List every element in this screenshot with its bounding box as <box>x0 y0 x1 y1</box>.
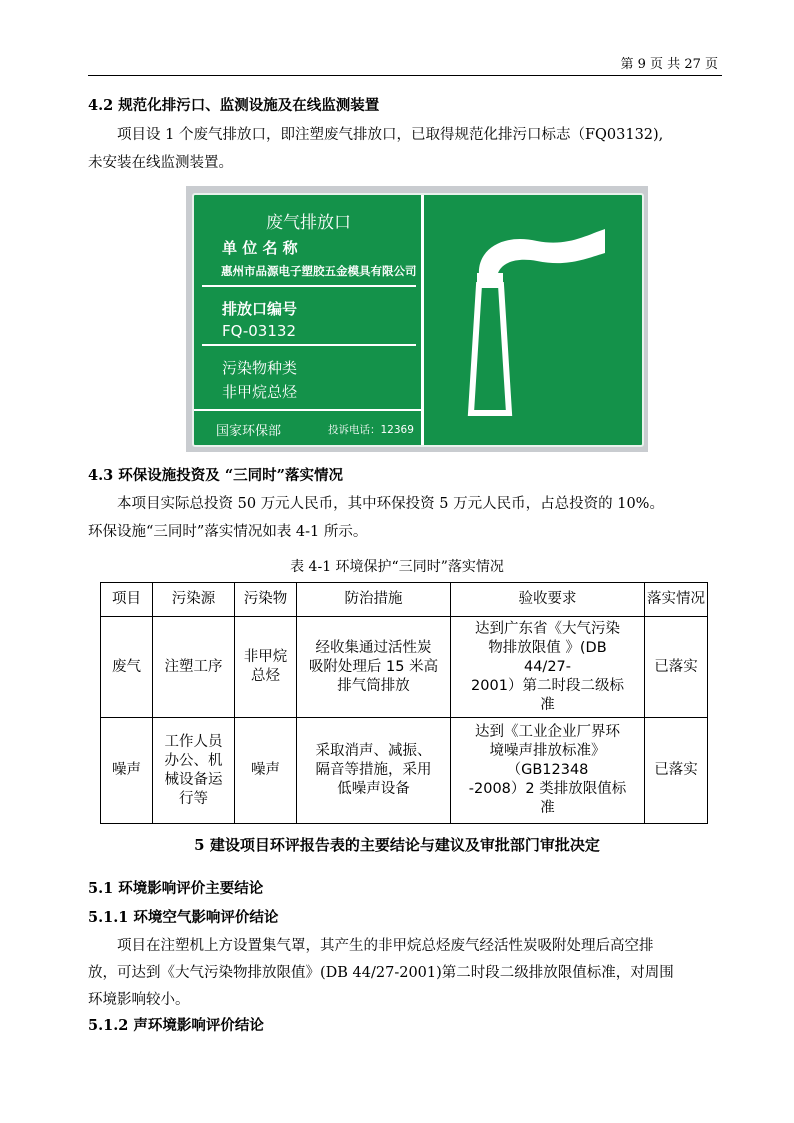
cell-line: 准 <box>540 696 555 713</box>
cell-line: 采取消声、减振、 <box>315 743 432 759</box>
cell-line: 行等 <box>179 790 208 807</box>
sign-footer-divider <box>194 409 424 411</box>
table-header-cell: 验收要求 <box>451 583 645 617</box>
sign-divider <box>202 344 416 346</box>
table-cell-source: 注塑工序 <box>153 617 235 718</box>
chimney-smoke-icon <box>427 195 641 445</box>
sign-text-panel <box>194 195 424 445</box>
table-header-cell: 项目 <box>101 583 153 617</box>
cell-line: 吸附处理后 15 米高 <box>308 658 439 675</box>
section-5-1-1-paragraph-line2: 放，可达到《大气污染物排放限值》(DB 44/27-2001)第二时段二级排放限值标准，对周围 <box>88 965 674 981</box>
cell-line: 经收集通过活性炭 <box>315 639 432 656</box>
section-5-1-heading: 5.1 环境影响评价主要结论 <box>88 880 264 897</box>
cell-line: 总烃 <box>251 668 280 684</box>
table-cell-item: 噪声 <box>101 718 153 824</box>
three-simultaneous-table <box>100 582 708 824</box>
section-5-1-1-heading: 5.1.1 环境空气影响评价结论 <box>88 909 279 926</box>
table-header-cell: 防治措施 <box>297 583 451 617</box>
sign-footer-org: 国家环保部 <box>216 424 282 439</box>
section-5-1-2-heading: 5.1.2 声环境影响评价结论 <box>88 1017 264 1034</box>
table-cell-status: 已落实 <box>645 617 708 718</box>
section-4-2-paragraph-line1: 项目设 1 个废气排放口，即注塑废气排放口，已取得规范化排污口标志（FQ03132), <box>117 127 664 143</box>
table-cell-measures <box>297 617 451 718</box>
sign-unit-label: 单 位 名 称 <box>222 239 298 257</box>
cell-line: 44/27- <box>523 658 572 675</box>
sign-title: 废气排放口 <box>266 213 351 233</box>
cell-line: -2008）2 类排放限值标 <box>468 781 627 797</box>
cell-line: 隔音等措施，采用 <box>315 762 432 778</box>
sign-outlet-label: 排放口编号 <box>222 300 298 318</box>
cell-line: 达到《工业企业厂界环 <box>475 724 620 740</box>
table-row <box>101 617 708 718</box>
cell-line: 械设备运 <box>164 771 223 788</box>
table-header-cell: 污染源 <box>153 583 235 617</box>
table-cell-source <box>153 718 235 824</box>
section-5-1-1-paragraph-line1: 项目在注塑机上方设置集气罩，其产生的非甲烷总烃废气经活性炭吸附处理后高空排 <box>117 938 654 954</box>
table-cell-pollutant: 噪声 <box>235 718 297 824</box>
cell-line: 排气筒排放 <box>337 677 410 694</box>
table-cell-item: 废气 <box>101 617 153 718</box>
section-4-2-heading: 4.2 规范化排污口、监测设施及在线监测装置 <box>88 97 380 114</box>
chapter-5-heading: 5 建设项目环评报告表的主要结论与建议及审批部门审批决定 <box>194 836 600 854</box>
cell-line: 工作人员 <box>164 733 223 750</box>
sign-pollutant-value: 非甲烷总烃 <box>222 383 298 401</box>
table-cell-status: 已落实 <box>645 718 708 824</box>
cell-line: 达到广东省《大气污染 <box>475 620 620 637</box>
cell-line: （GB12348 <box>506 762 589 778</box>
outlet-sign <box>192 193 644 447</box>
cell-line: 准 <box>540 800 555 816</box>
sign-pollutant-label: 污染物种类 <box>222 359 298 377</box>
sign-icon-panel <box>427 195 642 445</box>
sign-footer-phone: 投诉电话：12369 <box>328 424 414 436</box>
cell-line: 物排放限值 》(DB <box>488 639 607 656</box>
section-4-2-paragraph-line2: 未安装在线监测装置。 <box>88 155 233 171</box>
table-caption: 表 4-1 环境保护“三同时”落实情况 <box>290 559 504 575</box>
cell-line: 2001）第二时段二级标 <box>471 677 624 694</box>
table-header-cell: 落实情况 <box>645 583 708 617</box>
table-header-row <box>101 583 708 617</box>
table-cell-measures <box>297 718 451 824</box>
table-row <box>101 718 708 824</box>
page-header <box>88 56 722 76</box>
page-indicator: 第 9 页 共 27 页 <box>620 57 718 72</box>
cell-line: 办公、机 <box>164 752 223 769</box>
sign-divider <box>202 285 416 287</box>
sign-outlet-value: FQ-03132 <box>222 322 296 340</box>
cell-line: 境噪声排放标准》 <box>489 743 606 759</box>
sign-unit-value: 惠州市品源电子塑胶五金模具有限公司 <box>221 264 417 278</box>
section-4-3-paragraph-line2: 环保设施“三同时”落实情况如表 4-1 所示。 <box>88 524 368 540</box>
table-header-cell: 污染物 <box>235 583 297 617</box>
section-4-3-paragraph-line1: 本项目实际总投资 50 万元人民币，其中环保投资 5 万元人民币，占总投资的 10%。 <box>117 496 664 512</box>
table-cell-requirement <box>451 617 645 718</box>
table-cell-requirement <box>451 718 645 824</box>
outlet-sign-photo <box>186 186 648 452</box>
section-5-1-1-paragraph-line3: 环境影响较小。 <box>88 992 190 1008</box>
table-cell-pollutant <box>235 617 297 718</box>
section-4-3-heading: 4.3 环保设施投资及 “三同时”落实情况 <box>88 467 344 484</box>
cell-line: 非甲烷 <box>243 649 288 665</box>
cell-line: 低噪声设备 <box>337 781 410 797</box>
